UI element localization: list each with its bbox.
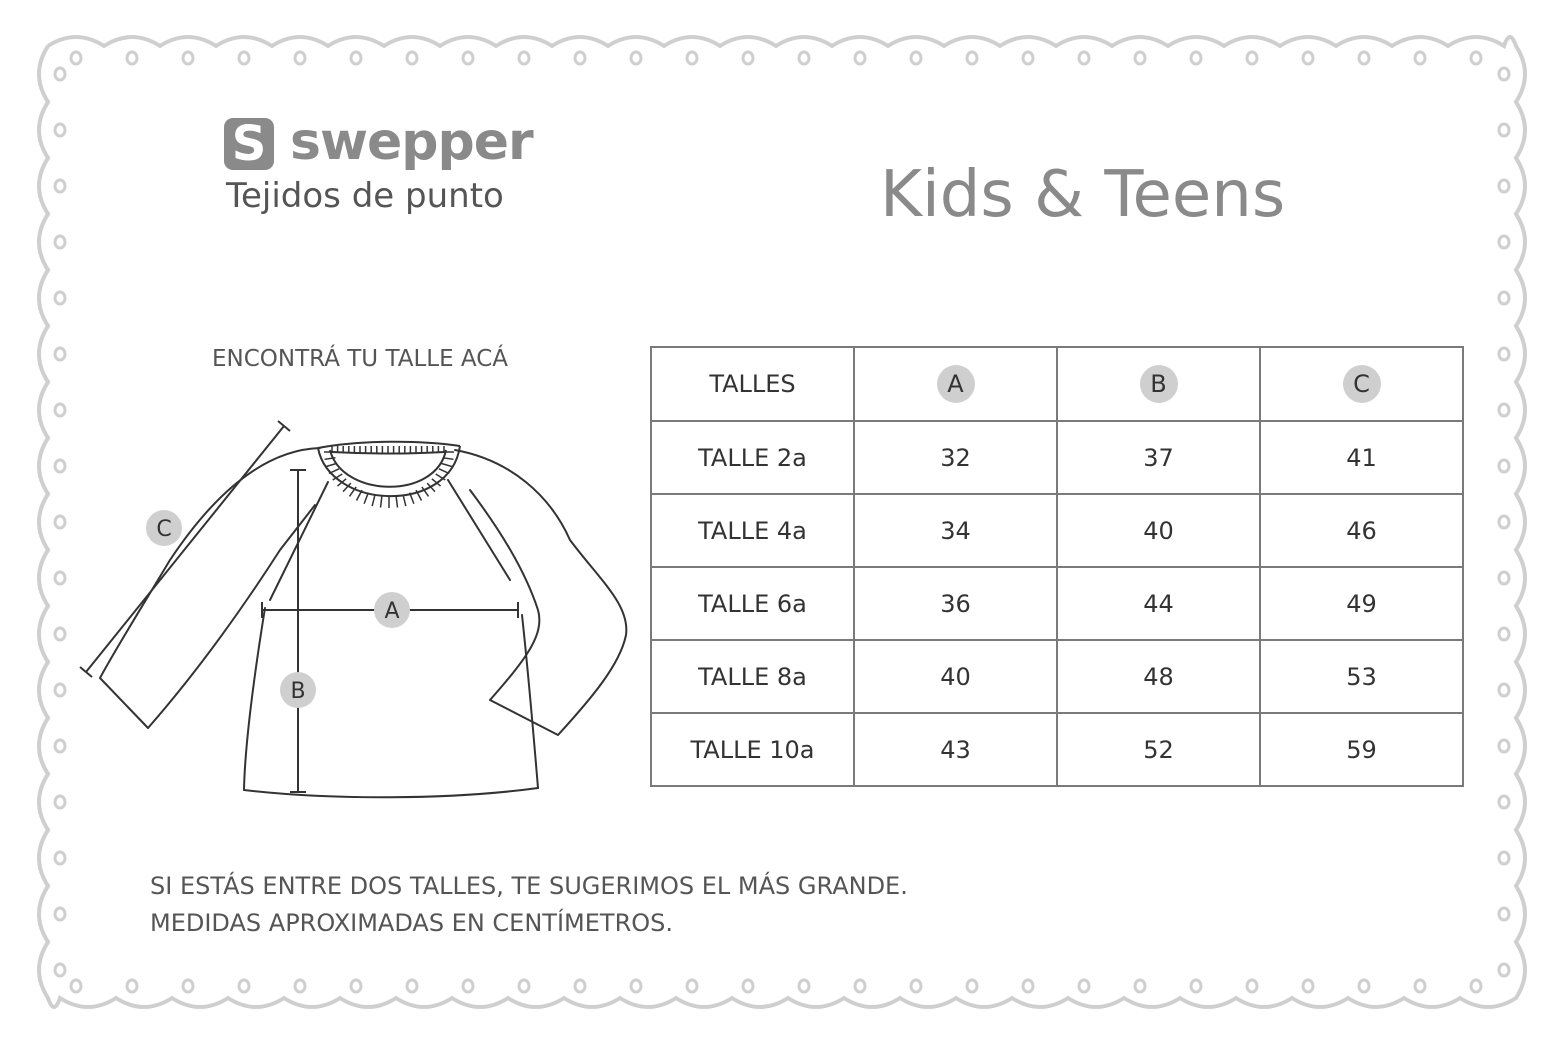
border-loop [1499, 292, 1509, 304]
border-loop [1471, 980, 1481, 992]
badge-b [280, 672, 316, 708]
border-loop [55, 572, 65, 584]
border-loop [1499, 348, 1509, 360]
svg-text:C: C [156, 517, 172, 542]
border-loop [1191, 52, 1201, 64]
size-table [650, 346, 1464, 787]
border-loop [71, 52, 81, 64]
border-loop [519, 980, 529, 992]
cell-size: TALLE 6a [651, 567, 854, 640]
rib-line [372, 495, 375, 507]
page-title: Kids & Teens [880, 158, 1286, 232]
border-loop [71, 980, 81, 992]
border-loop [687, 980, 697, 992]
border-loop [687, 52, 697, 64]
logo-s-icon: S [224, 118, 274, 170]
border-loop [239, 52, 249, 64]
header-talles: TALLES [651, 347, 854, 421]
border-loop [463, 980, 473, 992]
border-loop [1303, 52, 1313, 64]
border-loop [855, 980, 865, 992]
cell-a: 43 [854, 713, 1057, 786]
border-loop [55, 908, 65, 920]
border-loop [127, 52, 137, 64]
body-right-side [522, 615, 538, 788]
border-loop [1499, 516, 1509, 528]
rib-line [439, 469, 449, 474]
border-loop [1499, 740, 1509, 752]
border-loop [911, 52, 921, 64]
border-loop [463, 52, 473, 64]
header-b-badge: B [1140, 365, 1178, 403]
border-loop [55, 292, 65, 304]
border-loop [1499, 68, 1509, 80]
cell-c: 41 [1260, 421, 1463, 494]
border-loop [295, 980, 305, 992]
cell-b: 40 [1057, 494, 1260, 567]
badge-c [146, 510, 182, 546]
border-loop [1415, 52, 1425, 64]
border-loop [1499, 180, 1509, 192]
border-loop [55, 628, 65, 640]
cell-c: 49 [1260, 567, 1463, 640]
border-loop [799, 980, 809, 992]
border-loop [1499, 628, 1509, 640]
table-row [651, 713, 1463, 786]
cell-b: 37 [1057, 421, 1260, 494]
cell-size: TALLE 8a [651, 640, 854, 713]
border-loop [295, 52, 305, 64]
border-loop [55, 740, 65, 752]
raglan-seam-right [448, 480, 510, 580]
border-loop [55, 236, 65, 248]
measure-line-c [86, 426, 284, 672]
border-loop [967, 52, 977, 64]
border-loop [1471, 52, 1481, 64]
cell-size: TALLE 2a [651, 421, 854, 494]
border-loop [1499, 460, 1509, 472]
border-loop [743, 52, 753, 64]
sweater-diagram [70, 410, 640, 810]
border-loop [55, 796, 65, 808]
table-header-row [651, 347, 1463, 421]
rib-line [381, 496, 382, 508]
border-loop [1023, 980, 1033, 992]
border-loop [351, 52, 361, 64]
border-loop [1303, 980, 1313, 992]
border-loop [855, 52, 865, 64]
border-loop [239, 980, 249, 992]
border-loop [55, 404, 65, 416]
border-loop [743, 980, 753, 992]
header-b [1057, 347, 1260, 421]
border-loop [55, 964, 65, 976]
border-loop [519, 52, 529, 64]
rib-line [329, 469, 339, 474]
border-loop [183, 980, 193, 992]
brand-name: swepper [290, 112, 533, 172]
border-loop [1191, 980, 1201, 992]
border-loop [1499, 236, 1509, 248]
border-loop [1499, 964, 1509, 976]
border-loop [55, 460, 65, 472]
border-loop [1499, 852, 1509, 864]
rib-line [441, 463, 452, 466]
rib-line [326, 463, 337, 466]
table-row [651, 640, 1463, 713]
brand-logo [222, 112, 552, 232]
border-loop [407, 980, 417, 992]
border-loop [1359, 980, 1369, 992]
border-loop [1247, 52, 1257, 64]
badge-a [374, 592, 410, 628]
cell-b: 48 [1057, 640, 1260, 713]
border-loop [575, 52, 585, 64]
table-row [651, 494, 1463, 567]
border-loop [55, 852, 65, 864]
cell-size: TALLE 10a [651, 713, 854, 786]
rib-line [364, 493, 368, 504]
cell-a: 40 [854, 640, 1057, 713]
svg-text:B: B [290, 679, 306, 704]
footer-line-2: MEDIDAS APROXIMADAS EN CENTÍMETROS. [150, 909, 673, 937]
footer-notes [150, 868, 908, 942]
border-loop [1135, 980, 1145, 992]
cell-b: 44 [1057, 567, 1260, 640]
border-loop [1499, 572, 1509, 584]
border-loop [1247, 980, 1257, 992]
footer-line-1: SI ESTÁS ENTRE DOS TALLES, TE SUGERIMOS EL MÁS GRANDE. [150, 872, 908, 900]
border-loop [911, 980, 921, 992]
border-loop [1415, 980, 1425, 992]
border-loop [1499, 684, 1509, 696]
border-loop [575, 980, 585, 992]
cell-c: 53 [1260, 640, 1463, 713]
border-loop [351, 980, 361, 992]
border-loop [1499, 124, 1509, 136]
svg-text:A: A [384, 599, 400, 624]
right-sleeve [455, 450, 626, 735]
border-loop [1359, 52, 1369, 64]
border-loop [1079, 980, 1089, 992]
body-left-side [244, 608, 265, 790]
header-a [854, 347, 1057, 421]
cell-a: 32 [854, 421, 1057, 494]
border-loop [55, 68, 65, 80]
border-loop [1499, 908, 1509, 920]
border-loop [1499, 404, 1509, 416]
neck-ribbing [318, 442, 460, 508]
table-row [651, 421, 1463, 494]
cell-a: 36 [854, 567, 1057, 640]
border-loop [1079, 52, 1089, 64]
border-loop [799, 52, 809, 64]
cell-c: 46 [1260, 494, 1463, 567]
border-loop [1499, 796, 1509, 808]
border-loop [55, 124, 65, 136]
find-size-heading: ENCONTRÁ TU TALLE ACÁ [212, 346, 509, 372]
brand-tagline: Tejidos de punto [226, 176, 504, 216]
border-loop [55, 180, 65, 192]
header-c [1260, 347, 1463, 421]
border-loop [1135, 52, 1145, 64]
border-loop [967, 980, 977, 992]
cell-size: TALLE 4a [651, 494, 854, 567]
cell-b: 52 [1057, 713, 1260, 786]
rib-line [396, 496, 397, 508]
border-loop [55, 348, 65, 360]
border-loop [127, 980, 137, 992]
border-loop [631, 980, 641, 992]
header-c-badge: C [1343, 365, 1381, 403]
border-loop [407, 52, 417, 64]
border-loop [631, 52, 641, 64]
hem [244, 788, 538, 797]
header-a-badge: A [937, 365, 975, 403]
border-loop [55, 684, 65, 696]
table-row [651, 567, 1463, 640]
cell-a: 34 [854, 494, 1057, 567]
cell-c: 59 [1260, 713, 1463, 786]
border-loop [183, 52, 193, 64]
border-loop [55, 516, 65, 528]
border-loop [1023, 52, 1033, 64]
